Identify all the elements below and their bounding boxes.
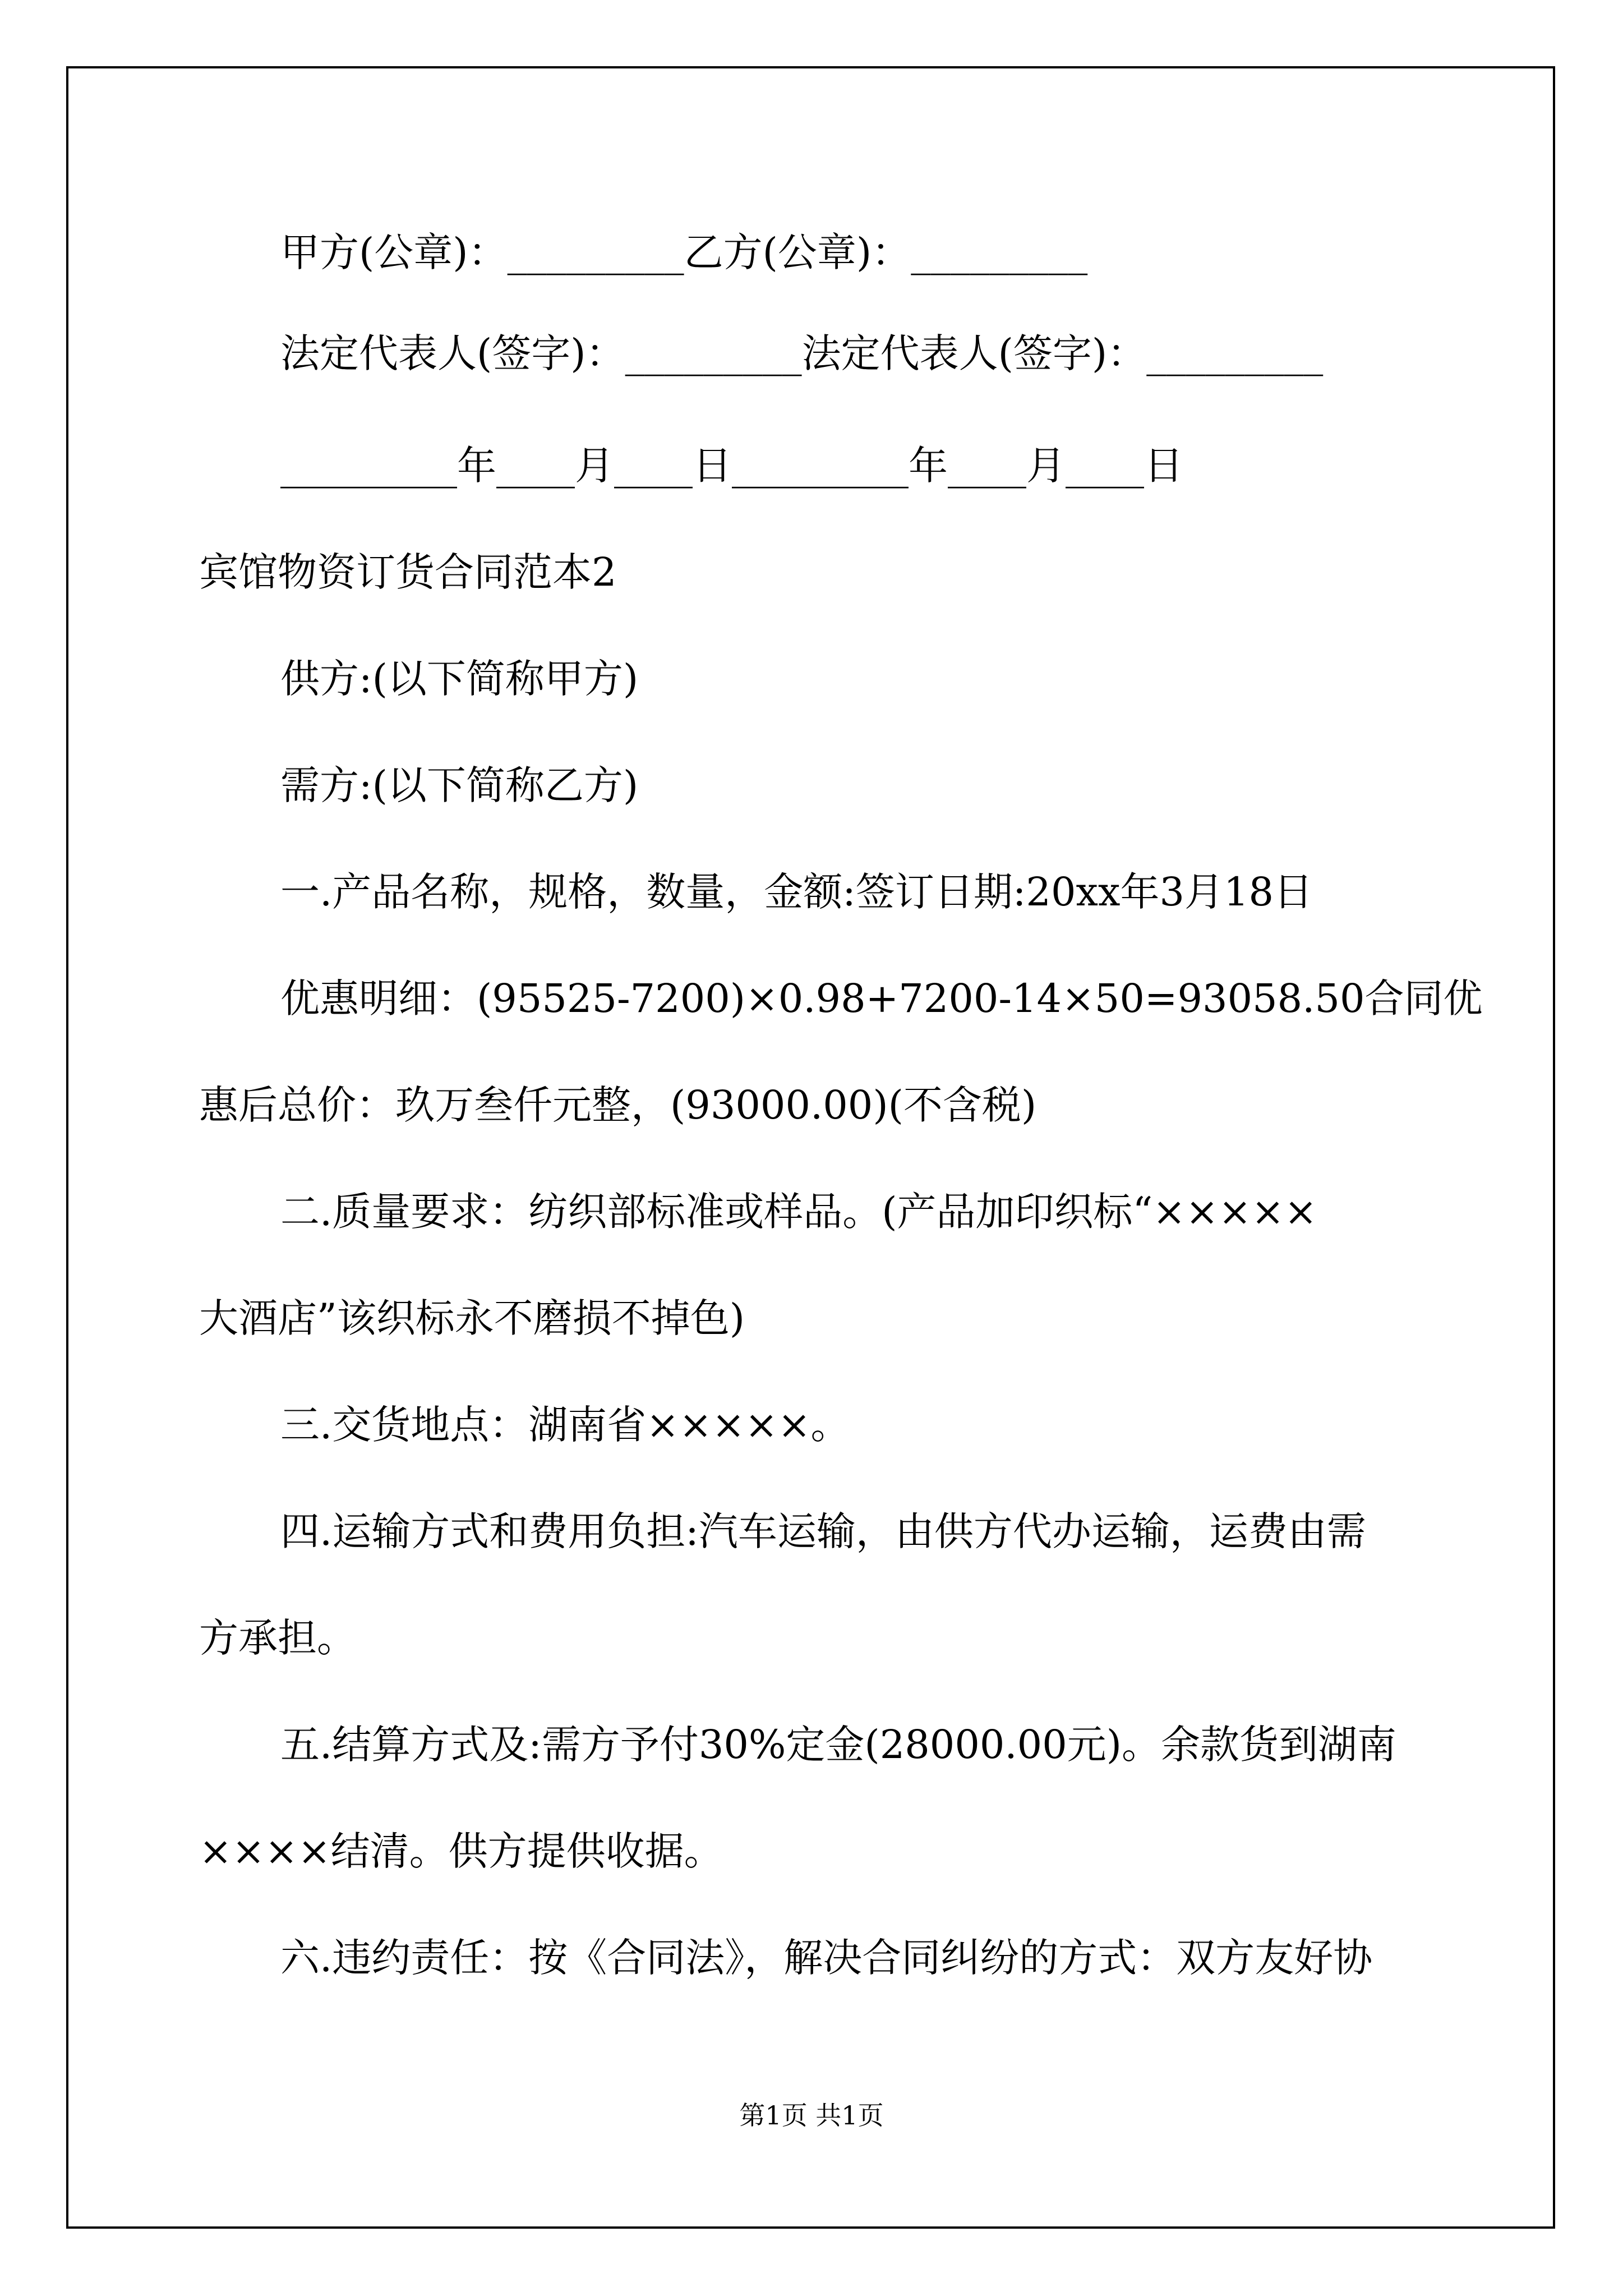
clause-1-line: 一.产品名称，规格，数量，金额:签订日期:20xx年3月18日 xyxy=(280,869,1313,915)
clause-5-line: 五.结算方式及:需方予付30%定金(28000.00元)。余款货到湖南 xyxy=(280,1722,1397,1768)
clause-3-line: 三.交货地点：湖南省×××××。 xyxy=(280,1402,850,1448)
signature-line-date: _________年____月____日_________年____月____日 xyxy=(280,443,1183,489)
discount-detail-line: 优惠明细：(95525-7200)×0.98+7200-14×50=93058.50合同优 xyxy=(280,976,1483,1022)
clause-4-line: 四.运输方式和费用负担:汽车运输，由供方代办运输，运费由需 xyxy=(280,1508,1366,1554)
signature-line-representative: 法定代表人(签字)：_________法定代表人(签字)：_________ xyxy=(280,330,1324,376)
clause-2-line: 二.质量要求：纺织部标准或样品。(产品加印织标“××××× xyxy=(280,1189,1317,1235)
supplier-line: 供方:(以下简称甲方) xyxy=(280,656,639,702)
clause-4-cont: 方承担。 xyxy=(199,1615,356,1661)
signature-line-party-seal: 甲方(公章)：_________乙方(公章)：_________ xyxy=(280,229,1088,275)
page-border xyxy=(66,66,1555,2229)
discount-detail-cont: 惠后总价：玖万叁仟元整，(93000.00)(不含税) xyxy=(199,1082,1037,1128)
clause-6-line: 六.违约责任：按《合同法》，解决合同纠纷的方式：双方友好协 xyxy=(280,1935,1373,1981)
clause-5-cont: ××××结清。供方提供收据。 xyxy=(199,1828,723,1874)
page-footer: 第1页 共1页 xyxy=(739,2100,884,2131)
section-title: 宾馆物资订货合同范本2 xyxy=(199,549,617,595)
clause-2-cont: 大酒店”该织标永不磨损不掉色) xyxy=(199,1295,745,1341)
buyer-line: 需方:(以下简称乙方) xyxy=(280,762,639,808)
